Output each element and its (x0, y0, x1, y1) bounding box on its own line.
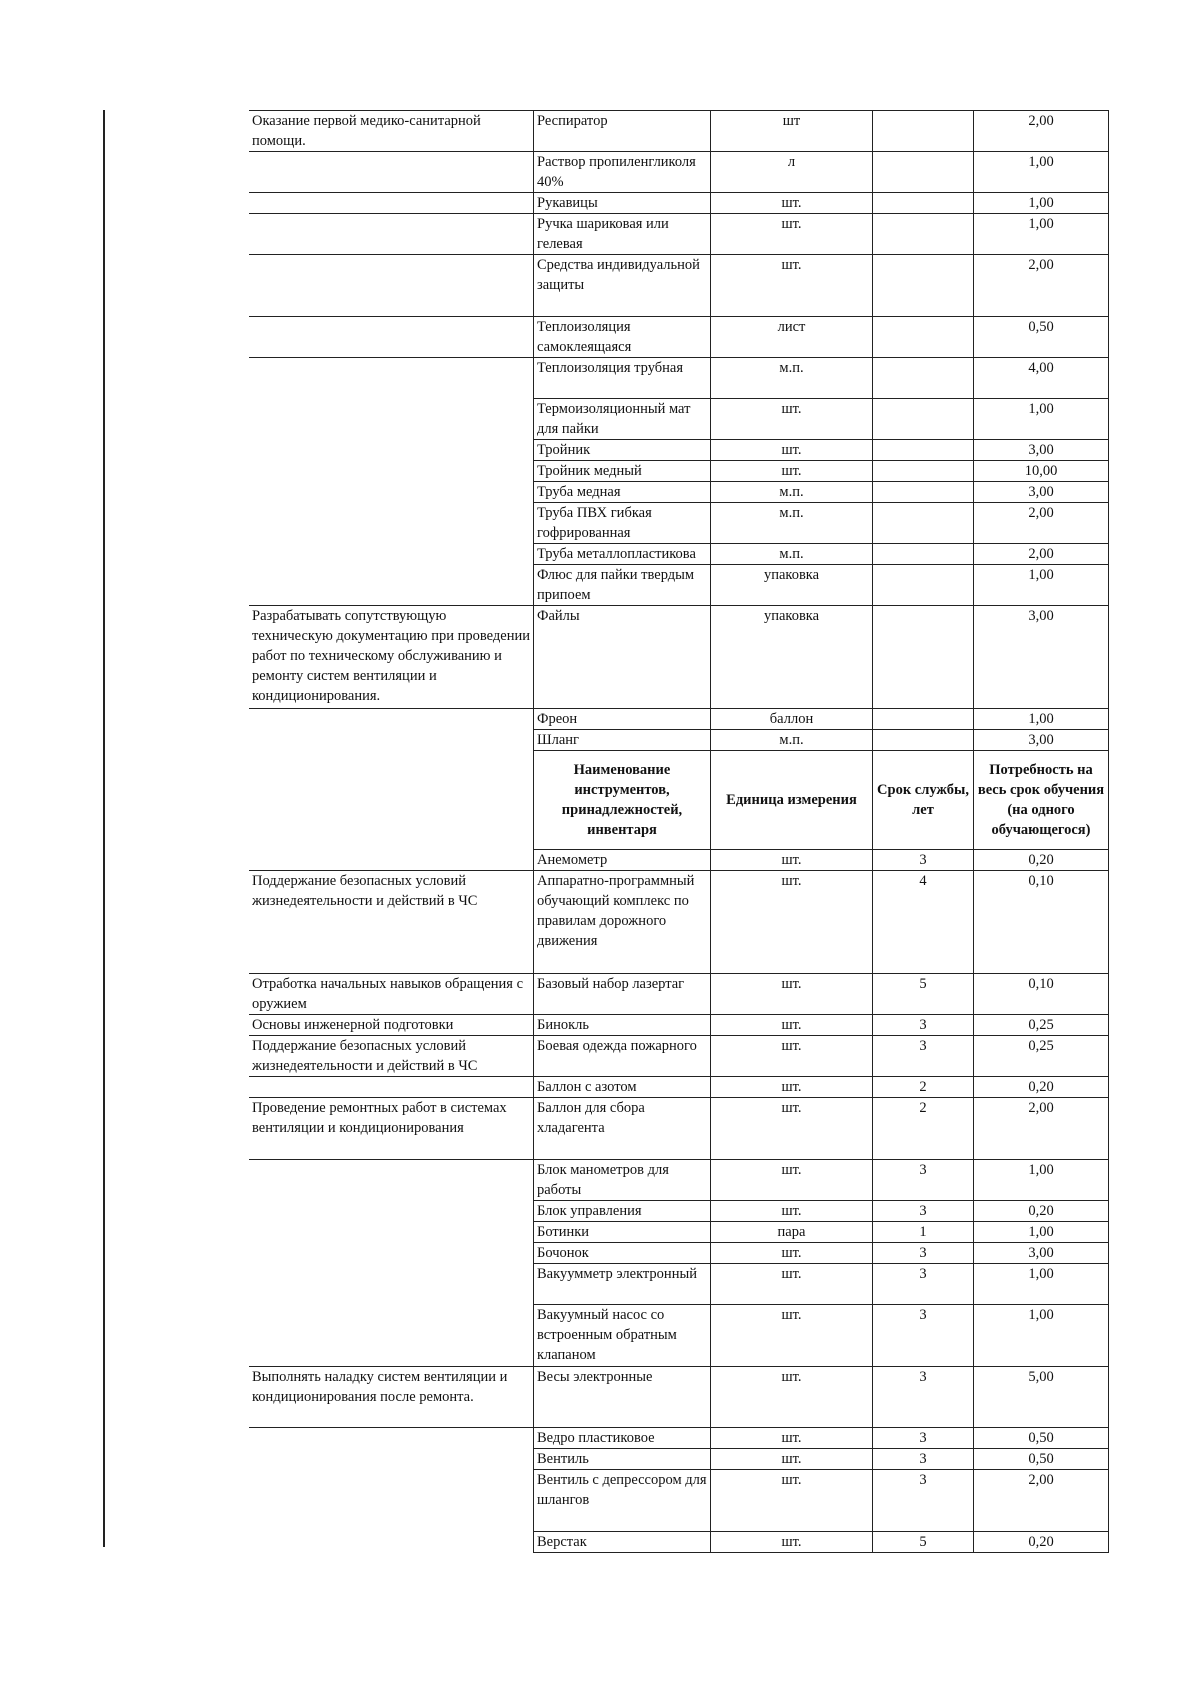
item-term: 2 (873, 1077, 974, 1098)
table-row (249, 503, 1109, 544)
item-name: Тройник медный (534, 461, 711, 482)
item-name: Вентиль (534, 1449, 711, 1470)
item-name: Ботинки (534, 1222, 711, 1243)
header-term: Срок службы, лет (873, 751, 974, 850)
section-label: Основы инженерной подготовки (249, 1015, 534, 1036)
item-name: Бинокль (534, 1015, 711, 1036)
item-term: 5 (873, 1532, 974, 1553)
item-name: Труба ПВХ гибкая гофрированная (534, 503, 711, 544)
item-unit: шт. (711, 1243, 873, 1264)
section-label: Оказание первой медико-санитарной помощи. (249, 111, 534, 152)
item-unit: шт. (711, 1264, 873, 1305)
table-row (249, 544, 1109, 565)
item-name: Вакуумметр электронный (534, 1264, 711, 1305)
header-need: Потребность на весь срок обучения (на одного обучающегося) (974, 751, 1109, 850)
table-row (249, 871, 1109, 974)
item-name: Теплоизоляция самоклеящаяся (534, 317, 711, 358)
item-term: 3 (873, 1264, 974, 1305)
item-name: Тройник (534, 440, 711, 461)
item-term (873, 193, 974, 214)
table-row (249, 193, 1109, 214)
item-name: Термоизоляционный мат для пайки (534, 399, 711, 440)
item-name: Флюс для пайки твердым припоем (534, 565, 711, 606)
item-name: Вентиль с депрессором для шлангов (534, 1470, 711, 1532)
item-qty: 2,00 (974, 111, 1109, 152)
item-name: Труба медная (534, 482, 711, 503)
item-name: Фреон (534, 709, 711, 730)
item-unit: шт. (711, 1098, 873, 1160)
item-term (873, 111, 974, 152)
item-term (873, 152, 974, 193)
item-unit: шт. (711, 214, 873, 255)
item-term: 3 (873, 1243, 974, 1264)
item-term: 1 (873, 1222, 974, 1243)
table-row (249, 850, 1109, 871)
table-row (249, 317, 1109, 358)
item-qty: 1,00 (974, 152, 1109, 193)
item-qty: 4,00 (974, 358, 1109, 399)
item-name: Боевая одежда пожарного (534, 1036, 711, 1077)
item-unit: шт. (711, 1449, 873, 1470)
item-term: 5 (873, 974, 974, 1015)
item-term: 3 (873, 1015, 974, 1036)
item-name: Рукавицы (534, 193, 711, 214)
table-row (249, 214, 1109, 255)
item-term (873, 565, 974, 606)
item-qty: 0,20 (974, 850, 1109, 871)
item-unit: м.п. (711, 503, 873, 544)
item-qty: 0,50 (974, 317, 1109, 358)
table-row (249, 1532, 1109, 1553)
item-qty: 2,00 (974, 544, 1109, 565)
table-row (249, 730, 1109, 751)
item-qty: 1,00 (974, 193, 1109, 214)
item-term (873, 544, 974, 565)
table-row (249, 1367, 1109, 1428)
item-unit: шт. (711, 1036, 873, 1077)
item-unit: м.п. (711, 358, 873, 399)
item-term (873, 255, 974, 317)
item-unit: шт. (711, 193, 873, 214)
item-unit: упаковка (711, 565, 873, 606)
item-qty: 0,20 (974, 1201, 1109, 1222)
item-unit: м.п. (711, 544, 873, 565)
table-row (249, 1428, 1109, 1449)
item-term (873, 317, 974, 358)
item-name: Анемометр (534, 850, 711, 871)
item-unit: шт. (711, 871, 873, 974)
item-unit: шт. (711, 1532, 873, 1553)
item-qty: 1,00 (974, 399, 1109, 440)
item-name: Блок управления (534, 1201, 711, 1222)
item-qty: 0,25 (974, 1036, 1109, 1077)
table-row (249, 440, 1109, 461)
item-unit: л (711, 152, 873, 193)
item-qty: 1,00 (974, 565, 1109, 606)
table-row (249, 152, 1109, 193)
item-qty: 2,00 (974, 255, 1109, 317)
item-unit: м.п. (711, 482, 873, 503)
item-unit: шт. (711, 1160, 873, 1201)
item-qty: 3,00 (974, 482, 1109, 503)
item-name: Раствор пропиленгликоля 40% (534, 152, 711, 193)
item-term (873, 503, 974, 544)
item-unit: шт. (711, 1015, 873, 1036)
item-qty: 1,00 (974, 709, 1109, 730)
table-row (249, 1449, 1109, 1470)
table-row (249, 1015, 1109, 1036)
item-name: Средства индивидуальной защиты (534, 255, 711, 317)
table-row (249, 565, 1109, 606)
table-row (249, 1036, 1109, 1077)
section-label: Проведение ремонтных работ в системах вентиляции и кондиционирования (249, 1098, 534, 1160)
table-row (249, 1098, 1109, 1160)
section-label: Поддержание безопасных условий жизнедеятельности и действий в ЧС (249, 871, 534, 974)
item-name: Баллон для сбора хладагента (534, 1098, 711, 1160)
item-term (873, 358, 974, 399)
item-name: Аппаратно-программный обучающий комплекс по правилам дорожного движения (534, 871, 711, 974)
item-name: Ручка шариковая или гелевая (534, 214, 711, 255)
table-row (249, 461, 1109, 482)
table-row (249, 1201, 1109, 1222)
item-qty: 1,00 (974, 1264, 1109, 1305)
item-unit: упаковка (711, 606, 873, 709)
item-term (873, 730, 974, 751)
item-term: 3 (873, 1201, 974, 1222)
item-term (873, 461, 974, 482)
table-row (249, 606, 1109, 709)
table-row (249, 482, 1109, 503)
item-qty: 1,00 (974, 1160, 1109, 1201)
item-unit: шт. (711, 399, 873, 440)
item-term: 3 (873, 1470, 974, 1532)
item-qty: 2,00 (974, 503, 1109, 544)
section-label: Разрабатывать сопутствующую техническую документацию при проведении работ по техническому обслуживанию и ремонту систем вентиляции и кондиционирования. (249, 606, 534, 709)
item-term: 3 (873, 850, 974, 871)
item-qty: 3,00 (974, 606, 1109, 709)
item-qty: 1,00 (974, 214, 1109, 255)
table-row (249, 399, 1109, 440)
item-qty: 3,00 (974, 1243, 1109, 1264)
item-name: Файлы (534, 606, 711, 709)
header-unit: Единица измерения (711, 751, 873, 850)
item-unit: шт. (711, 1305, 873, 1367)
table-row (249, 1264, 1109, 1305)
item-term: 3 (873, 1036, 974, 1077)
item-name: Теплоизоляция трубная (534, 358, 711, 399)
table-row (249, 709, 1109, 730)
item-term (873, 606, 974, 709)
item-qty: 3,00 (974, 730, 1109, 751)
item-unit: шт. (711, 440, 873, 461)
item-qty: 10,00 (974, 461, 1109, 482)
header-name: Наименование инструментов, принадлежностей, инвентаря (534, 751, 711, 850)
item-qty: 0,10 (974, 871, 1109, 974)
item-unit: м.п. (711, 730, 873, 751)
item-unit: шт. (711, 1201, 873, 1222)
section-label: Поддержание безопасных условий жизнедеятельности и действий в ЧС (249, 1036, 534, 1077)
item-term: 2 (873, 1098, 974, 1160)
item-qty: 3,00 (974, 440, 1109, 461)
item-unit: шт. (711, 255, 873, 317)
item-unit: шт. (711, 850, 873, 871)
table-header-row (249, 751, 1109, 850)
item-qty: 1,00 (974, 1222, 1109, 1243)
item-name: Шланг (534, 730, 711, 751)
item-name: Блок манометров для работы (534, 1160, 711, 1201)
item-name: Вакуумный насос со встроенным обратным клапаном (534, 1305, 711, 1367)
item-unit: шт. (711, 1470, 873, 1532)
item-term (873, 482, 974, 503)
item-qty: 0,25 (974, 1015, 1109, 1036)
table-row (249, 974, 1109, 1015)
table-row (249, 255, 1109, 317)
table-row (249, 358, 1109, 399)
table-row (249, 1470, 1109, 1532)
item-term (873, 440, 974, 461)
item-term (873, 399, 974, 440)
item-term (873, 214, 974, 255)
item-qty: 0,50 (974, 1428, 1109, 1449)
item-term: 3 (873, 1367, 974, 1428)
table-row (249, 1222, 1109, 1243)
table-row (249, 1305, 1109, 1367)
item-name: Весы электронные (534, 1367, 711, 1428)
item-term: 4 (873, 871, 974, 974)
item-qty: 5,00 (974, 1367, 1109, 1428)
table-row (249, 111, 1109, 152)
table-row (249, 1243, 1109, 1264)
section-label: Выполнять наладку систем вентиляции и кондиционирования после ремонта. (249, 1367, 534, 1428)
item-term: 3 (873, 1428, 974, 1449)
item-name: Респиратор (534, 111, 711, 152)
item-name: Базовый набор лазертаг (534, 974, 711, 1015)
item-name: Верстак (534, 1532, 711, 1553)
item-unit: лист (711, 317, 873, 358)
item-unit: шт. (711, 974, 873, 1015)
section-label: Отработка начальных навыков обращения с оружием (249, 974, 534, 1015)
item-qty: 0,20 (974, 1532, 1109, 1553)
item-unit: шт. (711, 461, 873, 482)
item-unit: баллон (711, 709, 873, 730)
item-qty: 1,00 (974, 1305, 1109, 1367)
item-unit: шт. (711, 1077, 873, 1098)
table-row (249, 1160, 1109, 1201)
item-unit: пара (711, 1222, 873, 1243)
item-qty: 2,00 (974, 1470, 1109, 1532)
item-unit: шт (711, 111, 873, 152)
item-unit: шт. (711, 1428, 873, 1449)
item-name: Бочонок (534, 1243, 711, 1264)
item-term: 3 (873, 1305, 974, 1367)
item-qty: 0,20 (974, 1077, 1109, 1098)
item-term (873, 709, 974, 730)
item-unit: шт. (711, 1367, 873, 1428)
item-qty: 2,00 (974, 1098, 1109, 1160)
item-term: 3 (873, 1449, 974, 1470)
item-qty: 0,10 (974, 974, 1109, 1015)
item-name: Баллон с азотом (534, 1077, 711, 1098)
table-row (249, 1077, 1109, 1098)
item-name: Труба металлопластикова (534, 544, 711, 565)
item-name: Ведро пластиковое (534, 1428, 711, 1449)
page-margin-line (103, 110, 105, 1547)
equipment-table (249, 110, 1109, 1553)
item-qty: 0,50 (974, 1449, 1109, 1470)
item-term: 3 (873, 1160, 974, 1201)
